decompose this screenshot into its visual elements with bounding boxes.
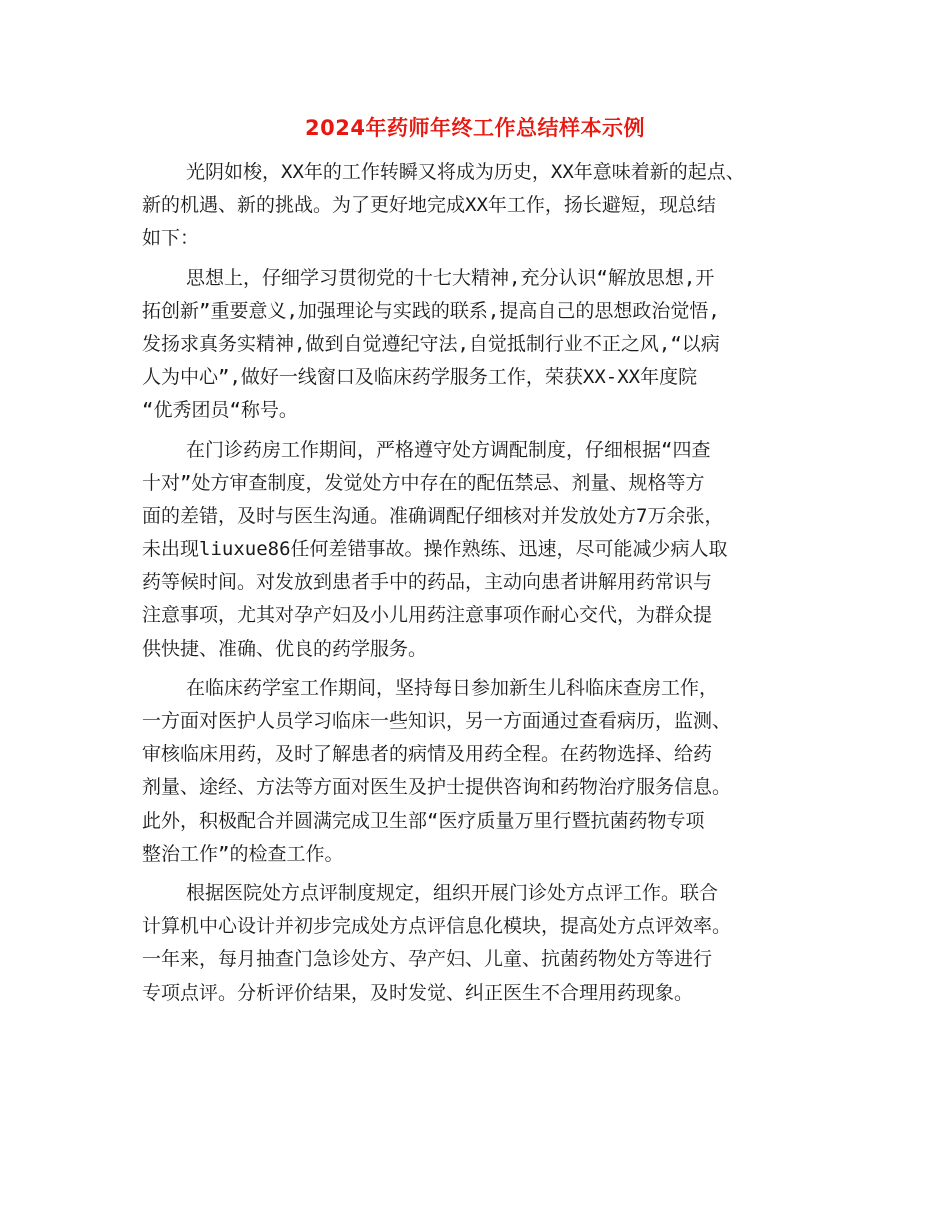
text-line: 整治工作”的检查工作。 — [142, 842, 344, 865]
paragraph — [142, 434, 832, 666]
text-line: 供快捷、准确、优良的药学服务。 — [142, 637, 428, 660]
text-line: 审核临床用药，及时了解患者的病情及用药全程。在药物选择、给药 — [142, 743, 713, 766]
text-line: 在门诊药房工作期间，严格遵守处方调配制度，仔细根据“四查 — [186, 438, 711, 461]
text-line: 一方面对医护人员学习临床一些知识，另一方面通过查看病历，监测、 — [142, 710, 732, 732]
text-line: 发扬求真务实精神,做到自觉遵纪守法,自觉抵制行业不正之风,“以病 — [142, 332, 720, 355]
text-line: 计算机中心设计并初步完成处方点评信息化模块，提高处方点评效率。 — [142, 915, 732, 938]
paragraph — [142, 262, 832, 428]
text-line: 思想上，仔细学习贯彻党的十七大精神,充分认识“解放思想,开 — [186, 266, 715, 289]
text-line: 人为中心”,做好一线窗口及临床药学服务工作，荣获XX-XX年度院 — [142, 366, 698, 389]
text-line: 根据医院处方点评制度规定，组织开展门诊处方点评工作。联合 — [186, 881, 719, 904]
text-line: 专项点评。分析评价结果，及时发觉、纠正医生不合理用药现象。 — [142, 981, 694, 1004]
text-line: 如下： — [142, 227, 200, 250]
text-line: 面的差错，及时与医生沟通。准确调配仔细核对并发放处方7万余张， — [142, 504, 724, 527]
paragraph — [142, 877, 832, 1010]
text-line: 光阴如梭，XX年的工作转瞬又将成为历史，XX年意味着新的起点、 — [186, 161, 745, 183]
text-line: 一年来，每月抽查门急诊处方、孕产妇、儿童、抗菌药物处方等进行 — [142, 948, 713, 971]
text-line: 剂量、途经、方法等方面对医生及护士提供咨询和药物治疗服务信息。 — [142, 776, 732, 799]
text-line: 新的机遇、新的挑战。为了更好地完成XX年工作，扬长避短，现总结 — [142, 194, 716, 217]
text-line: “优秀团员“称号。 — [142, 399, 298, 422]
text-line: 在临床药学室工作期间，坚持每日参加新生儿科临床查房工作， — [186, 676, 719, 699]
text-line: 注意事项，尤其对孕产妇及小儿用药注意事项作耐心交代，为群众提 — [142, 604, 713, 627]
paragraph — [142, 156, 832, 256]
text-line: 拓创新”重要意义,加强理论与实践的联系,提高自己的思想政治觉悟, — [142, 299, 720, 322]
text-line: 药等候时间。对发放到患者手中的药品，主动向患者讲解用药常识与 — [142, 571, 713, 594]
paragraph — [142, 672, 832, 871]
text-line: 十对”处方审查制度，发觉处方中存在的配伍禁忌、剂量、规格等方 — [142, 471, 705, 494]
text-line: 此外，积极配合并圆满完成卫生部“医疗质量万里行暨抗菌药物专项 — [142, 809, 705, 832]
document-body — [142, 156, 832, 1010]
document-title: 2024年药师年终工作总结样本示例 — [305, 116, 645, 140]
text-line: 未出现liuxue86任何差错事故。操作熟练、迅速，尽可能减少病人取 — [142, 538, 728, 561]
